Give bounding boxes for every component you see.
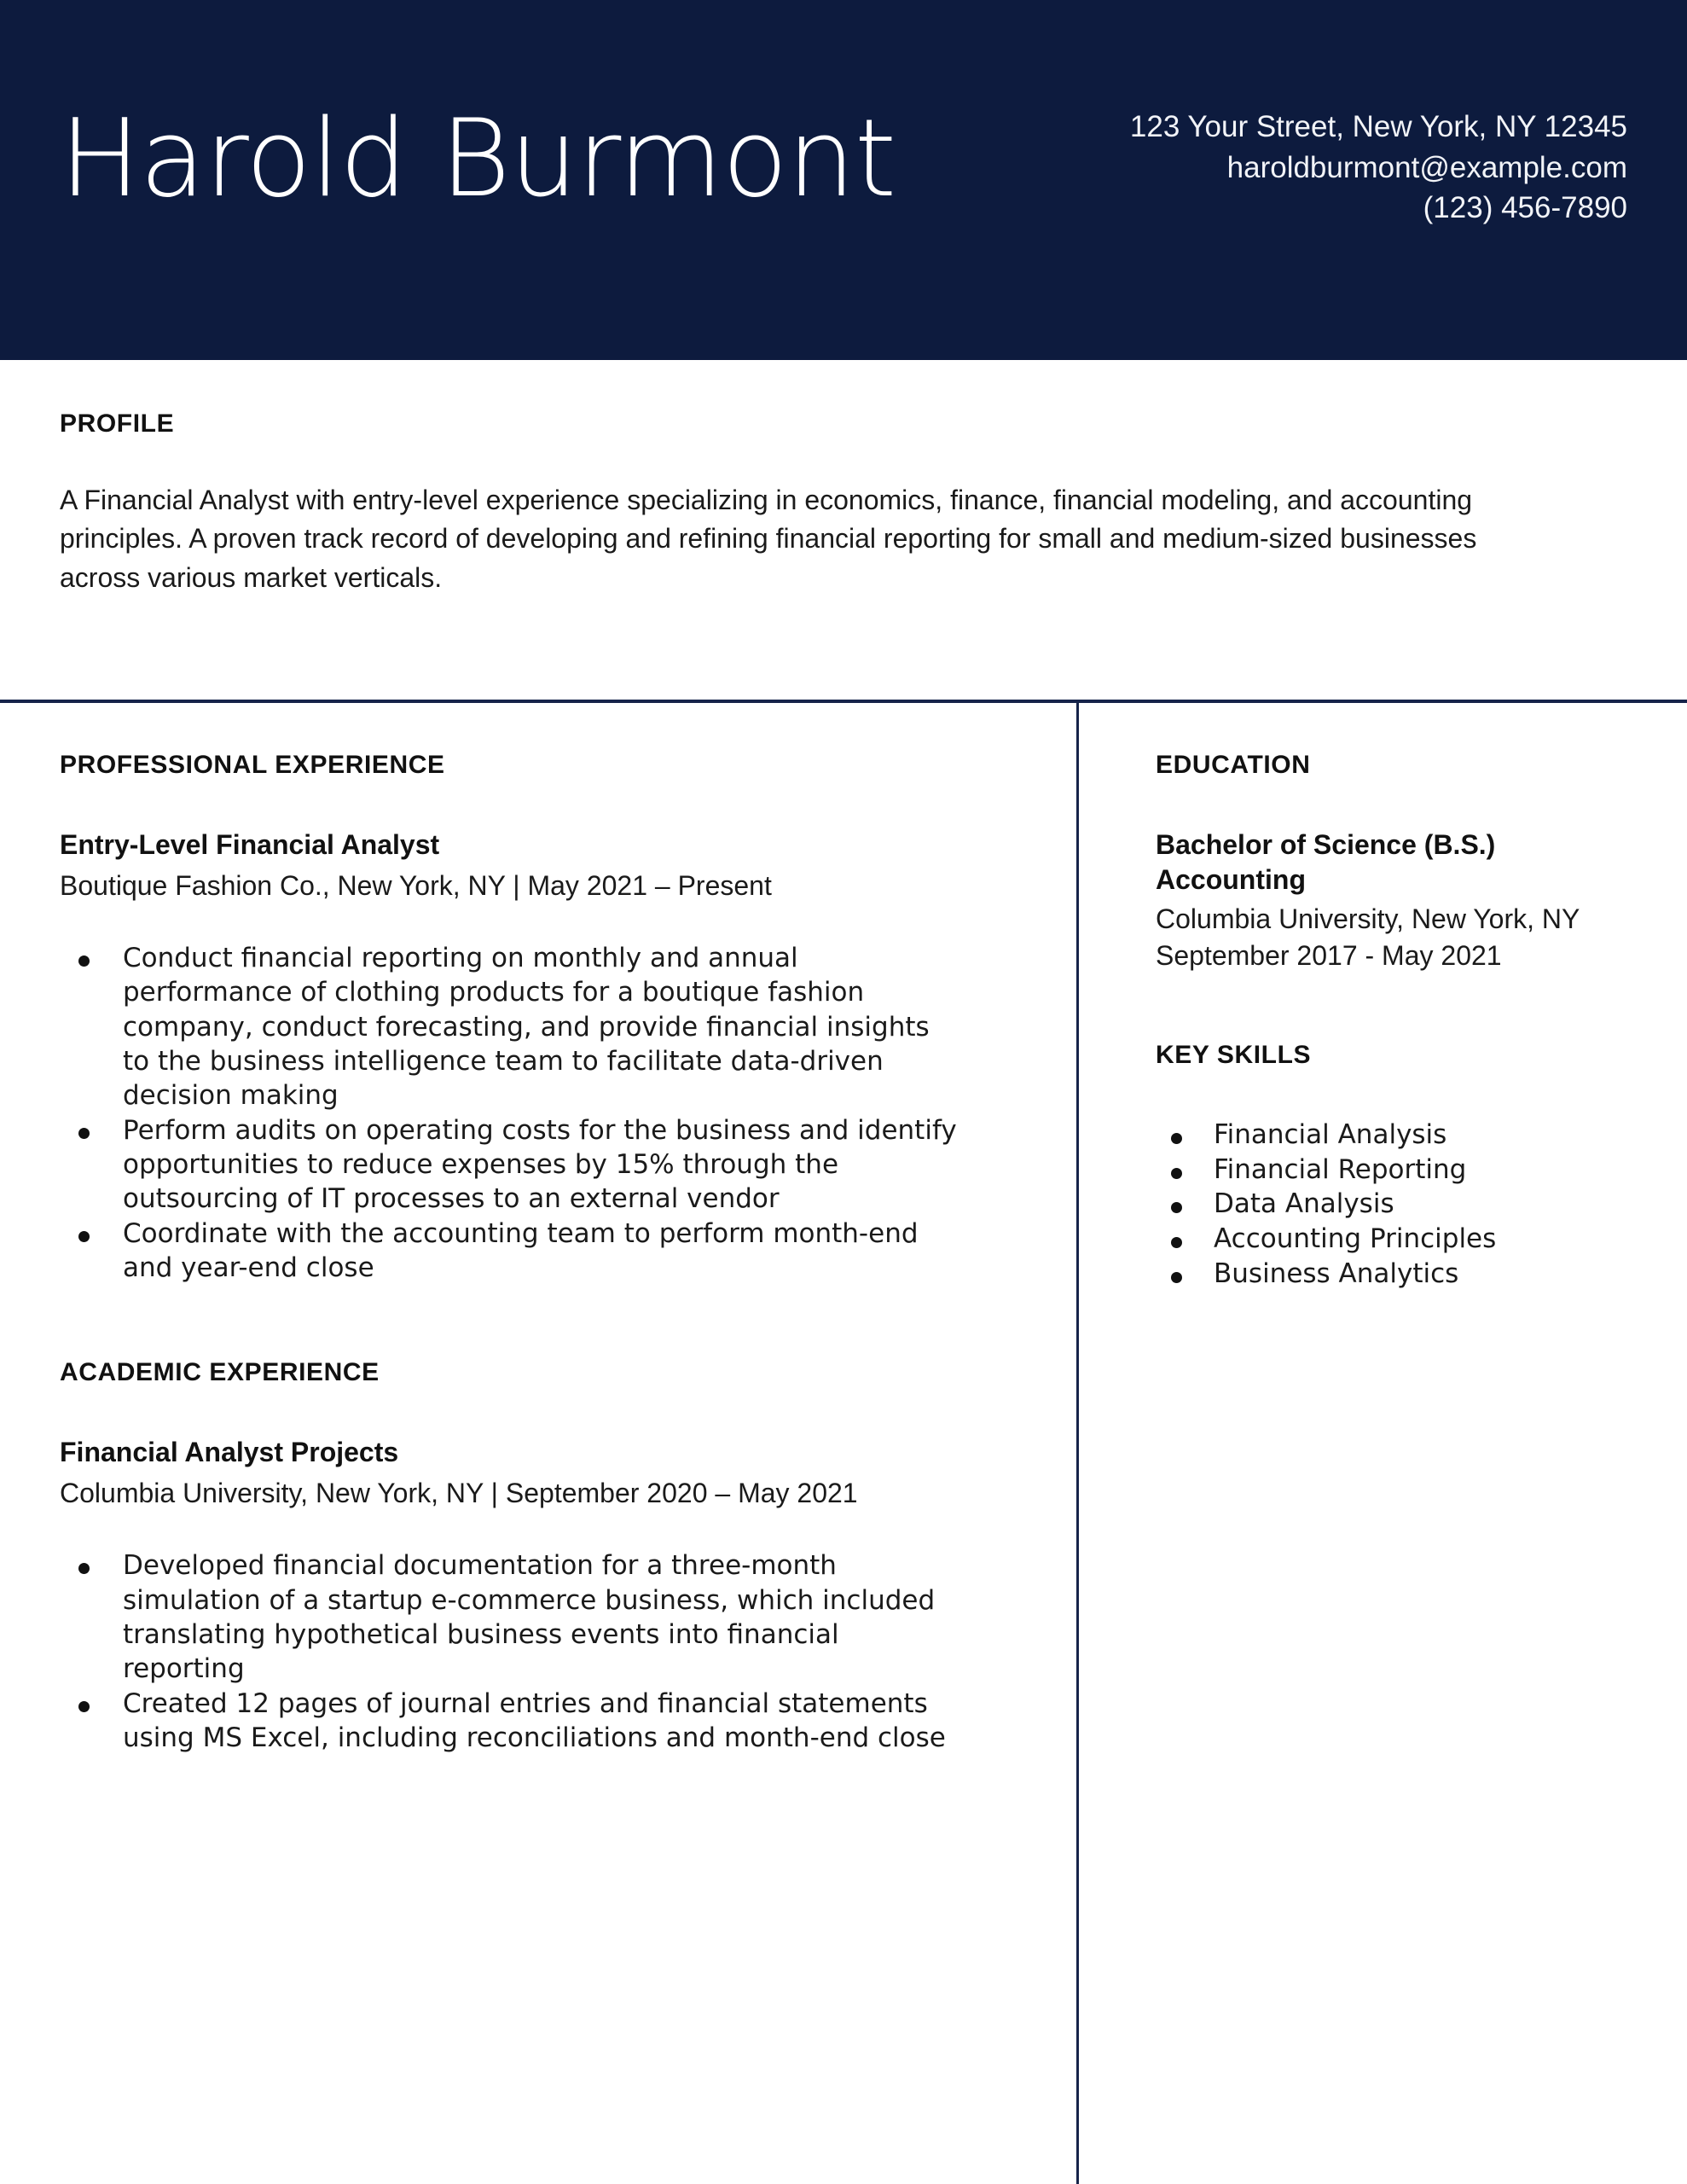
profile-section <box>60 410 1510 597</box>
list-item: Financial Analysis <box>1156 1118 1633 1153</box>
profile-text: A Financial Analyst with entry-level experience specializing in economics, finance, financial modeling, and accounting principles. A proven track record of developing and refining financial reporting for small and medium-sized businesses across various market verticals. <box>60 485 1477 593</box>
list-item: Created 12 pages of journal entries and financial statements using MS Excel, including reconciliations and month-end close <box>60 1687 964 1756</box>
resume-header-band <box>0 0 1687 360</box>
academic-bullet-list <box>60 1548 964 1755</box>
list-item: Financial Reporting <box>1156 1153 1633 1188</box>
list-item: Coordinate with the accounting team to perform month-end and year-end close <box>60 1217 964 1286</box>
list-item: Business Analytics <box>1156 1257 1633 1292</box>
job-title: Entry-Level Financial Analyst <box>60 829 440 860</box>
vertical-column-divider <box>1076 701 1079 2184</box>
education-section <box>1156 751 1633 974</box>
list-item: Perform audits on operating costs for the business and identify opportunities to reduce expenses by 15% through the outsourcing of IT processes to an external vendor <box>60 1113 964 1217</box>
key-skills-section <box>1156 1041 1633 1292</box>
profile-heading: PROFILE <box>60 410 175 438</box>
contact-phone[interactable]: (123) 456-7890 <box>1423 191 1627 225</box>
candidate-name: Harold Burmont <box>60 96 896 221</box>
job-meta: Boutique Fashion Co., New York, NY | May 2021 – Present <box>60 869 772 901</box>
right-column <box>1156 751 1633 1292</box>
list-item: Conduct financial reporting on monthly and annual performance of clothing products for a boutique fashion company, conduct forecasting, and provide financial insights to the business intelligence team to facilitate data-driven decision making <box>60 941 964 1112</box>
list-item: Data Analysis <box>1156 1187 1633 1222</box>
horizontal-divider <box>0 700 1687 703</box>
academic-entry <box>60 1435 964 1755</box>
list-item: Accounting Principles <box>1156 1222 1633 1257</box>
professional-experience-section <box>60 751 964 1285</box>
section-spacer <box>1156 974 1633 1041</box>
project-meta: Columbia University, New York, NY | September 2020 – May 2021 <box>60 1478 858 1509</box>
project-title: Financial Analyst Projects <box>60 1437 399 1468</box>
job-bullet-list <box>60 941 964 1285</box>
academic-experience-section <box>60 1358 964 1755</box>
experience-entry <box>60 828 964 1285</box>
education-heading: EDUCATION <box>1156 751 1311 779</box>
left-column <box>60 751 964 1755</box>
key-skills-heading: KEY SKILLS <box>1156 1040 1312 1069</box>
education-dates: September 2017 - May 2021 <box>1156 939 1502 971</box>
list-item: Developed financial documentation for a three-month simulation of a startup e-commerce business, which included translating hypothetical business events into financial reporting <box>60 1548 964 1686</box>
school-name: Columbia University, New York, NY <box>1156 903 1580 934</box>
section-spacer <box>60 1285 964 1358</box>
education-entry <box>1156 828 1633 974</box>
contact-block <box>1130 107 1627 229</box>
contact-email[interactable]: haroldburmont@example.com <box>1226 150 1627 184</box>
contact-address: 123 Your Street, New York, NY 12345 <box>1129 110 1627 143</box>
academic-experience-heading: ACADEMIC EXPERIENCE <box>60 1358 380 1387</box>
professional-experience-heading: PROFESSIONAL EXPERIENCE <box>60 751 445 779</box>
key-skills-list <box>1156 1118 1633 1292</box>
degree-title: Bachelor of Science (B.S.) Accounting <box>1156 829 1496 895</box>
